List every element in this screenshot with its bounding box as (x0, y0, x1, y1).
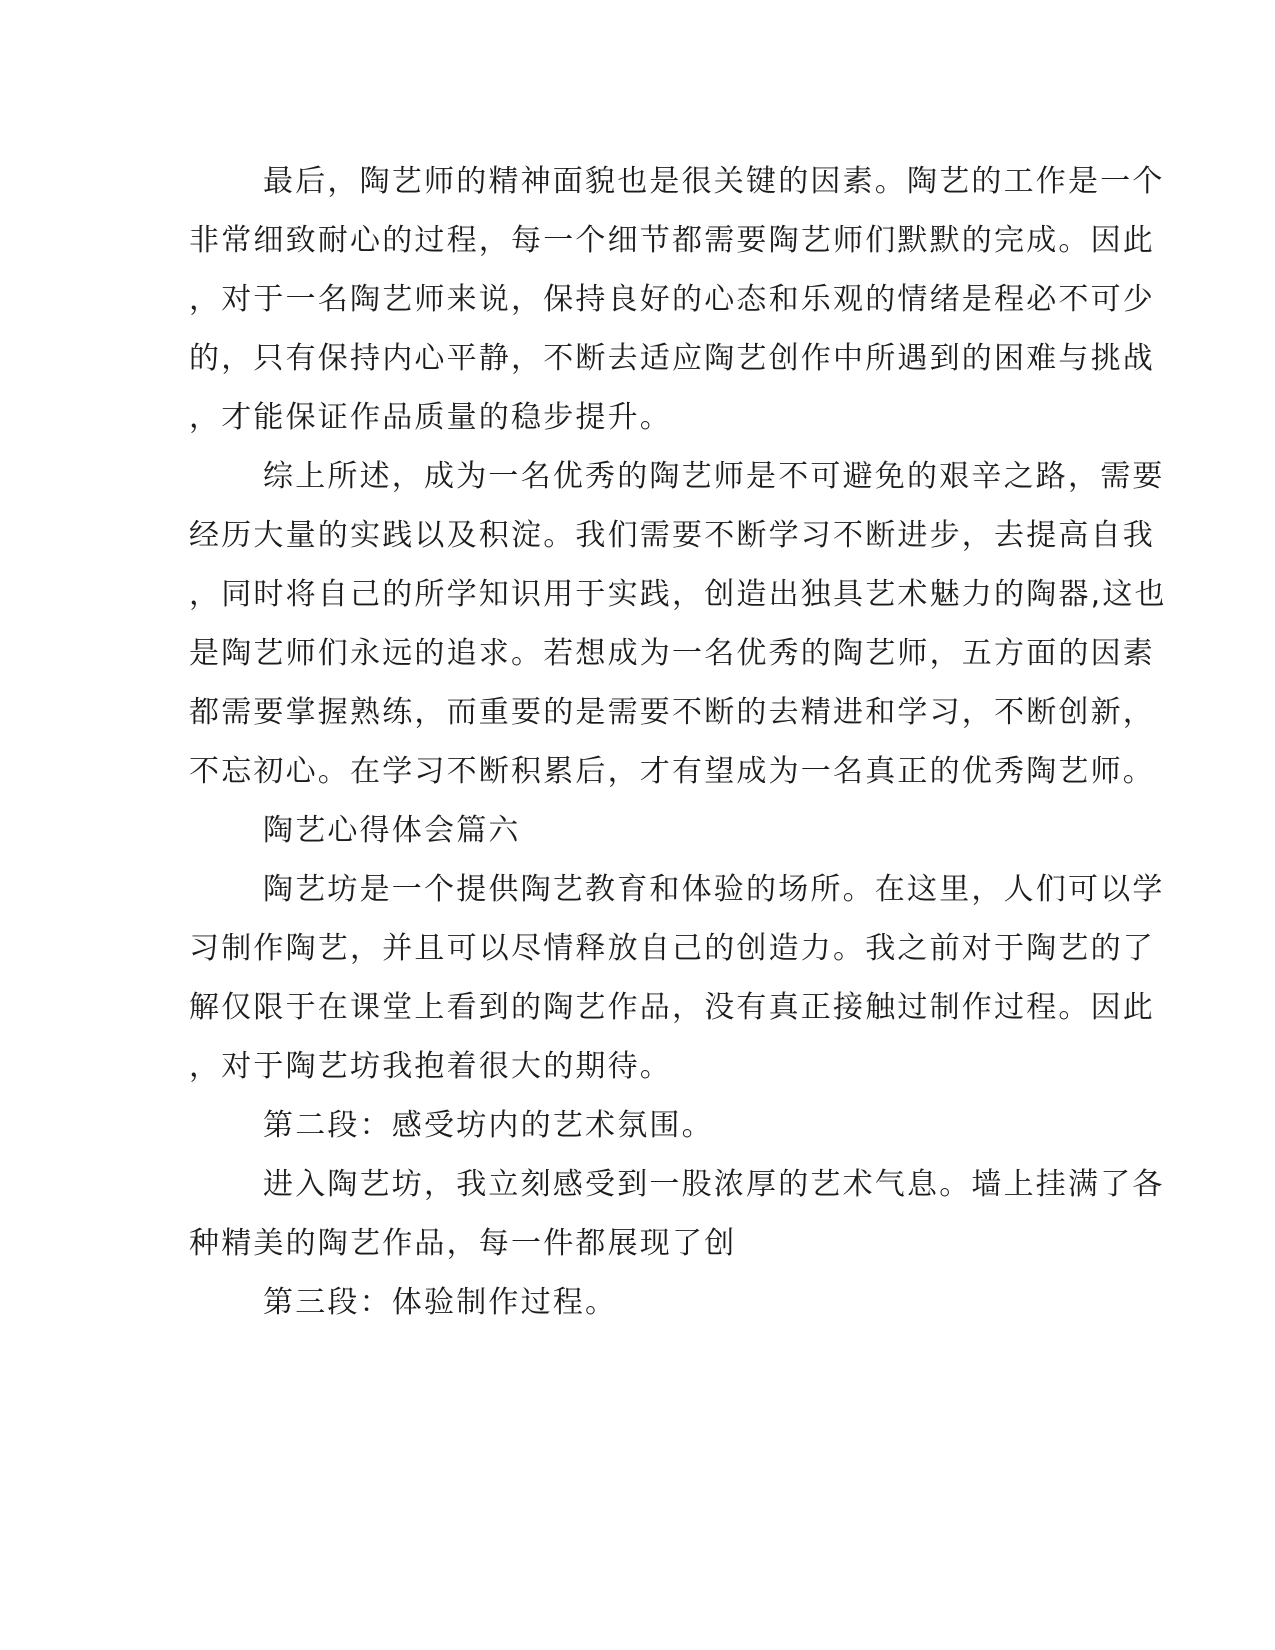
text-line: 经历大量的实践以及积淀。我们需要不断学习不断进步，去提高自我 (189, 518, 1155, 553)
text-line: 都需要掌握熟练，而重要的是需要不断的去精进和学习，不断创新， (189, 695, 1155, 730)
text-line: ，同时将自己的所学知识用于实践，创造出独具艺术魅力的陶器,这也 (189, 577, 1167, 612)
text-line: 是陶艺师们永远的追求。若想成为一名优秀的陶艺师，五方面的因素 (189, 636, 1155, 671)
text-line: 不忘初心。在学习不断积累后，才有望成为一名真正的优秀陶艺师。 (189, 754, 1155, 789)
text-line: 进入陶艺坊，我立刻感受到一股浓厚的艺术气息。墙上挂满了各 (263, 1167, 1165, 1202)
text-line: 的，只有保持内心平静，不断去适应陶艺创作中所遇到的困难与挑战 (189, 341, 1155, 376)
text-line: 综上所述，成为一名优秀的陶艺师是不可避免的艰辛之路，需要 (263, 459, 1165, 494)
subsection-heading: 第二段：感受坊内的艺术氛围。 (263, 1108, 714, 1143)
text-line: 最后，陶艺师的精神面貌也是很关键的因素。陶艺的工作是一个 (263, 164, 1165, 199)
text-line: 习制作陶艺，并且可以尽情释放自己的创造力。我之前对于陶艺的了 (189, 931, 1155, 966)
text-line: 非常细致耐心的过程，每一个细节都需要陶艺师们默默的完成。因此 (189, 223, 1155, 258)
text-line: ，对于一名陶艺师来说，保持良好的心态和乐观的情绪是程必不可少 (189, 282, 1155, 317)
subsection-heading: 第三段：体验制作过程。 (263, 1285, 618, 1320)
text-line: 解仅限于在课堂上看到的陶艺作品，没有真正接触过制作过程。因此 (189, 990, 1155, 1025)
section-heading: 陶艺心得体会篇六 (263, 813, 521, 848)
text-line: ，对于陶艺坊我抱着很大的期待。 (189, 1049, 672, 1084)
text-line: 种精美的陶艺作品，每一件都展现了创 (189, 1226, 737, 1261)
text-line: 陶艺坊是一个提供陶艺教育和体验的场所。在这里，人们可以学 (263, 872, 1165, 907)
text-line: ，才能保证作品质量的稳步提升。 (189, 400, 672, 435)
